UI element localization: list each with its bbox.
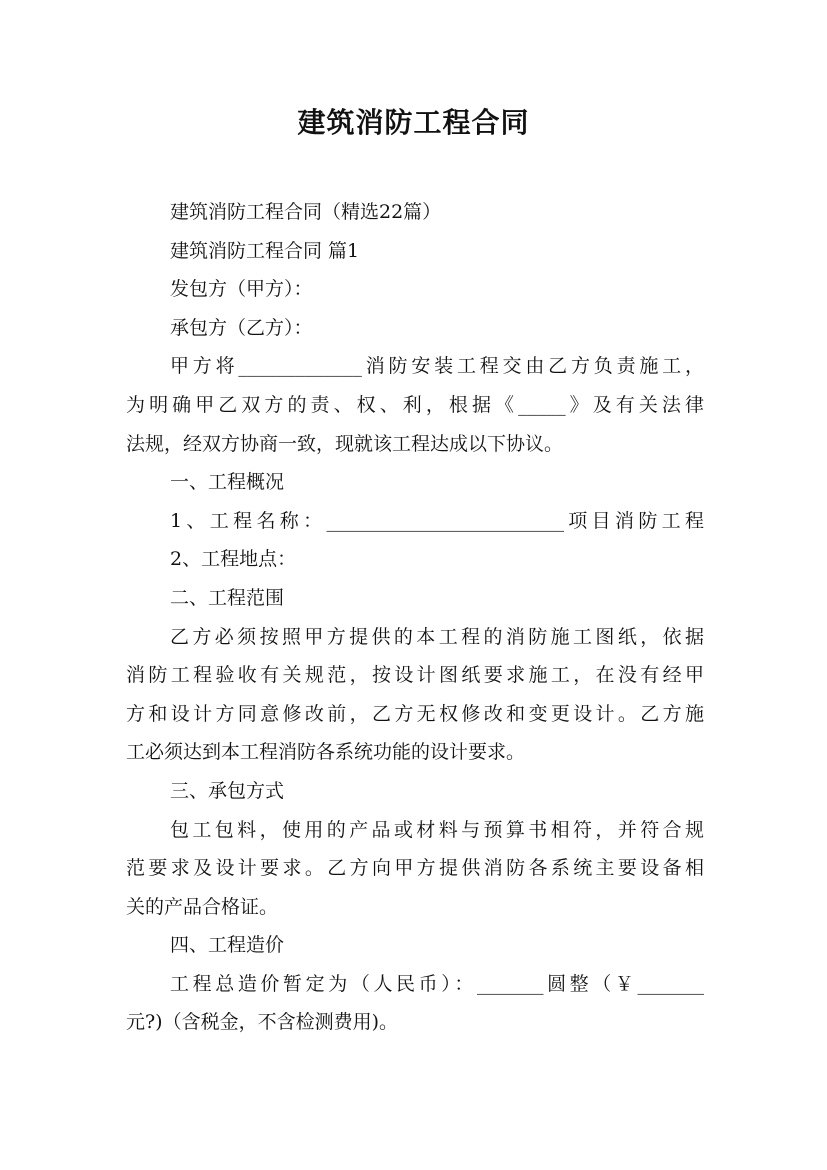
- line-contract-method-2: 范要求及设计要求。乙方向甲方提供消防各系统主要设备相: [126, 857, 704, 880]
- line-agreement-intro-1: 甲方将_____________消防安装工程交由乙方负责施工，: [170, 355, 704, 378]
- line-party-b: 承包方（乙方）：: [170, 316, 313, 339]
- line-subtitle: 建筑消防工程合同（精选22篇）: [170, 201, 442, 223]
- line-heading-cost: 四、工程造价: [170, 934, 285, 957]
- line-agreement-intro-3: 法规，经双方协商一致，现就该工程达成以下协议。: [126, 432, 564, 455]
- line-heading-overview: 一、工程概况: [170, 471, 285, 494]
- line-party-a: 发包方（甲方）：: [170, 278, 313, 301]
- line-contract-method-1: 包工包料，使用的产品或材料与预算书相符，并符合规: [170, 818, 704, 841]
- line-cost-1: 工程总造价暂定为（人民币）：_______圆整（￥_______: [170, 972, 704, 995]
- document-title: 建筑消防工程合同: [297, 106, 530, 139]
- line-scope-1: 乙方必须按照甲方提供的本工程的消防施工图纸，依据: [170, 625, 704, 648]
- line-project-name: 1、工程名称：_________________________项目消防工程: [170, 509, 704, 532]
- line-scope-3: 方和设计方同意修改前，乙方无权修改和变更设计。乙方施: [126, 702, 704, 725]
- line-cost-2: 元?)（含税金，不含检测费用)。: [126, 1011, 399, 1034]
- line-contract-method-3: 关的产品合格证。: [126, 895, 279, 918]
- line-agreement-intro-2: 为明确甲乙双方的责、权、利，根据《_____》及有关法律: [126, 393, 704, 416]
- document-body: [126, 193, 704, 1042]
- line-scope-4: 工必须达到本工程消防各系统功能的设计要求。: [126, 741, 526, 764]
- line-project-location: 2、工程地点：: [170, 548, 297, 571]
- line-scope-2: 消防工程验收有关规范，按设计图纸要求施工，在没有经甲: [126, 664, 704, 687]
- line-section-heading: 建筑消防工程合同 篇1: [170, 239, 360, 262]
- line-heading-contract-method: 三、承包方式: [170, 779, 285, 802]
- line-heading-scope: 二、工程范围: [170, 586, 285, 609]
